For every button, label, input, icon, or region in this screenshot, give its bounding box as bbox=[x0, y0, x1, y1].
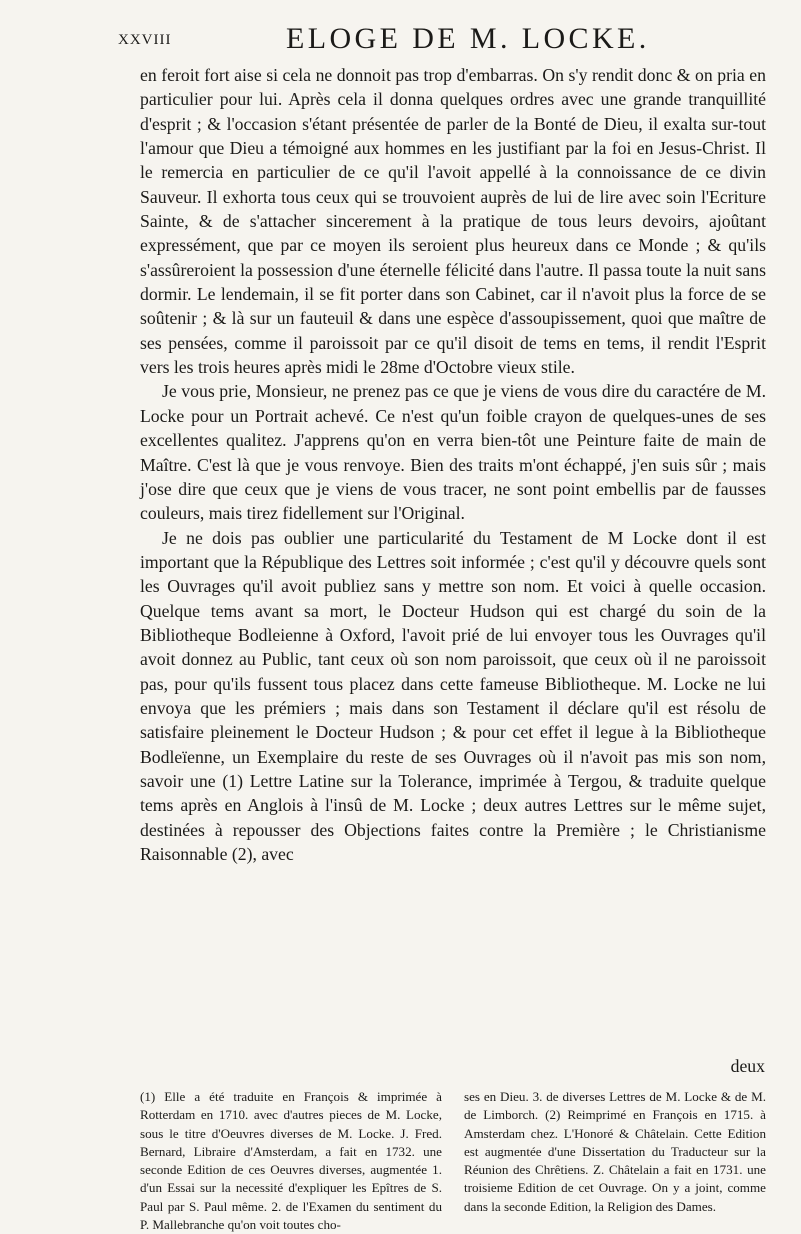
paragraph-2: Je vous prie, Monsieur, ne prenez pas ce que je viens de vous dire du caractére de M. Locke pour un Portrait achevé. Ce n'est qu'un foible crayon de quelques-unes de ses excellentes qualitez. J'apprens qu'on en verra bien-tôt une Peinture faite de main de Maître. C'est là que je vous renvoye. Bien des traits m'ont échappé, j'en suis sûr ; mais j'ose dire que ceux que je viens de vous tracer, ne sont point embellis par de fausses couleurs, mais tirez fidellement sur l'Original. bbox=[140, 381, 766, 524]
main-text bbox=[140, 63, 766, 866]
folio-number: XXVIII bbox=[118, 32, 172, 48]
paragraph-1: en feroit fort aise si cela ne donnoit pas trop d'embarras. On s'y rendit donc & on pria en particulier pour lui. Après cela il donna quelques ordres avec une grande tranquillité d'esprit ; & l'occasion s'étant présentée de parler de la Bonté de Dieu, il exalta sur-tout l'amour que Dieu a témoigné aux hommes en les justifiant par la foi en Jesus-Christ. Il le remercia en particulier de ce qu'il l'avoit appellé à la connoissance de ce divin Sauveur. Il exhorta tous ceux qui se trouvoient auprès de lui de lire avec soin l'Ecriture Sainte, & de s'attacher sincerement à la pratique de tous leurs devoirs, ajoûtant expressément, que par ce moyen ils seroient plus heureux dans ce Monde ; & qu'ils s'assûreroient la possession d'une éternelle félicité dans l'autre. Il passa toute la nuit sans dormir. Le lendemain, il se fit porter dans son Cabinet, car il n'avoit plus la force de se soûtenir ; & là sur un fauteuil & dans une espèce d'assoupissement, quoi que maître de ses pensées, comme il paroissoit par ce qu'il disoit de tems en tems, il rendit l'Esprit vers les trois heures après midi le 28me d'Octobre vieux stile. bbox=[140, 65, 766, 378]
catchword: deux bbox=[730, 1056, 765, 1076]
page-header bbox=[118, 22, 761, 62]
footnote-left-column: (1) Elle a été traduite en François & imprimée à Rotterdam en 1710. avec d'autres pieces de M. Locke, sous le titre d'Oeuvres diverses de M. Locke. J. Fred. Bernard, Libraire d'Amsterdam, a fait en 1732. une seconde Edition de ces Oeuvres diverses, augmentée 1. d'un Essai sur la necessité d'expliquer les Epîtres de S. Paul par S. Paul même. 2. de l'Examen du sentiment du P. Mallebranche qu'on voit toutes cho- bbox=[140, 1089, 442, 1233]
paragraph-3: Je ne dois pas oublier une particularité du Testament de M Locke dont il est important que la République des Lettres soit informée ; c'est qu'il y découvre quels sont les Ouvrages qu'il avoit publiez sans y mettre son nom. Et voici à quelle occasion. Quelque tems avant sa mort, le Docteur Hudson qui est chargé du soin de la Bibliotheque Bodleienne à Oxford, l'avoit prié de lui envoyer tous les Ouvrages qu'il avoit donnez au Public, tant ceux où son nom paroissoit, que ceux où il ne paroissoit pas, pour qu'ils fussent tous placez dans cette fameuse Bibliotheque. M. Locke ne lui envoya que les prémiers ; mais dans son Testament il déclare qu'il est résolu de satisfaire pleinement le Docteur Hudson ; & pour cet effet il legue à la Bibliotheque Bodleïenne, un Exemplaire du reste de ses Ouvrages où il n'avoit pas mis son nom, savoir une (1) Lettre Latine sur la Tolerance, imprimée à Tergou, & traduite quelque tems après en Anglois à l'insû de M. Locke ; deux autres Lettres sur le même sujet, destinées à repousser des Objections faites contre la Première ; le Christianisme Raisonnable (2), avec bbox=[140, 527, 766, 864]
footnotes bbox=[140, 1088, 766, 1233]
footnote-right-column: ses en Dieu. 3. de diverses Lettres de M. Locke & de M. de Limborch. (2) Reimprimé en François en 1715. à Amsterdam chez. L'Honoré & Châtelain. Cette Edition est augmentée d'une Dissertation du Traducteur sur la Réunion des Chrêtiens. Z. Châtelain a fait en 1731. une troisieme Edition de cet Ouvrage. On y a joint, comme dans la seconde Edition, la Religion des Dames. bbox=[464, 1089, 766, 1214]
running-title: ELOGE DE M. LOCKE. bbox=[286, 22, 650, 55]
